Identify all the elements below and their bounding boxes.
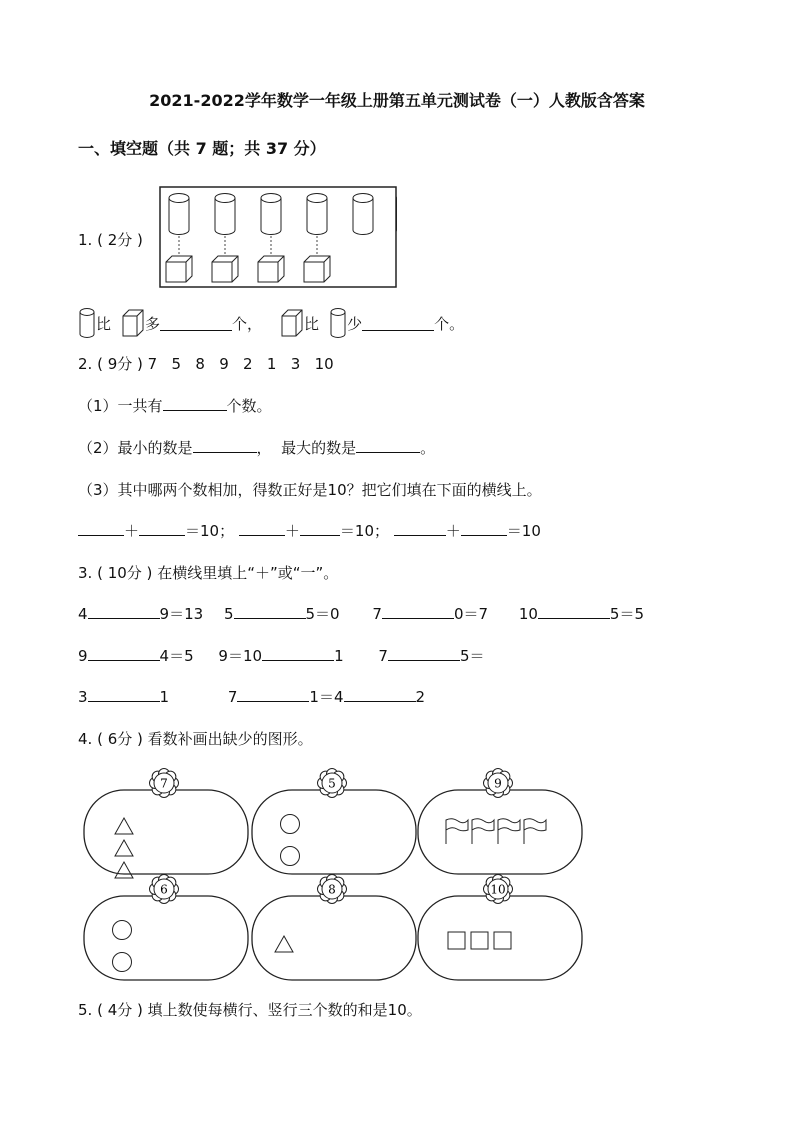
cube-icon — [258, 256, 284, 282]
q2-eq-result: ＝10； — [185, 522, 235, 540]
q3-num: 7 — [378, 647, 388, 665]
panel-number: 8 — [328, 882, 336, 897]
q2-sub1-text: （1）一共有 — [78, 397, 163, 415]
q3-num: 0＝7 — [453, 605, 489, 623]
shape-panel — [252, 769, 416, 875]
cube-icon — [166, 256, 192, 282]
q1-text-6: 个。 — [434, 314, 465, 333]
q2-sub2 — [78, 437, 435, 458]
q3-blank[interactable] — [237, 687, 309, 702]
q2-eq-op: ＋ — [445, 522, 461, 540]
panel-number: 7 — [160, 776, 168, 791]
q3-num: 9 — [78, 647, 88, 665]
page-title: 2021-2022学年数学一年级上册第五单元测试卷（一）人教版含答案 — [149, 91, 645, 110]
q3-num: 5 — [223, 605, 234, 623]
cylinder-icon — [353, 194, 373, 235]
q4-instruction: 看数补画出缺少的图形。 — [147, 730, 313, 748]
q1-figure — [159, 186, 397, 288]
shape-panel — [84, 769, 248, 879]
q2-eq-blank[interactable] — [394, 521, 446, 536]
q2-eq-op: ＋ — [284, 522, 300, 540]
cylinders-row — [169, 194, 397, 235]
q3-num: 7 — [227, 688, 238, 706]
cube-icon — [280, 308, 304, 338]
q2-eq-blank[interactable] — [78, 521, 124, 536]
shape-panel — [418, 875, 582, 981]
q1-compare-line — [78, 306, 464, 340]
q3-num: 10 — [518, 605, 538, 623]
cylinder-icon — [307, 194, 327, 235]
q2-sub2-text: （2）最小的数是 — [78, 439, 193, 457]
flower-badge — [484, 769, 513, 798]
q3-num: 9＝10 — [218, 647, 263, 665]
q3-num: 5＝ — [459, 647, 485, 665]
q1-answer-blank-2[interactable] — [362, 316, 434, 331]
q2-numbers: 7 5 8 9 2 1 3 10 — [147, 355, 334, 373]
q2-sub2-mid: ， 最大的数是 — [256, 439, 357, 457]
q3-row-3 — [78, 686, 425, 707]
q2-eq-result: ＝10； — [339, 522, 389, 540]
shape-panel — [252, 875, 416, 981]
cylinder-icon — [78, 307, 96, 339]
q3-num: 1 — [159, 688, 170, 706]
flower-badge — [150, 769, 179, 798]
cube-icon — [212, 256, 238, 282]
q3-row-1 — [78, 603, 644, 624]
q2-sub1 — [78, 395, 272, 416]
q3-blank[interactable] — [88, 687, 160, 702]
cylinder-icon — [215, 194, 235, 235]
q2-line — [78, 353, 334, 374]
q1-text-4: 比 — [304, 314, 320, 333]
q2-label: 2. ( 9分 ) — [78, 355, 143, 373]
q3-num: 5＝5 — [609, 605, 644, 623]
cylinder-icon — [169, 194, 189, 235]
q2-sub1-end: 个数。 — [226, 397, 272, 415]
q4-figure — [78, 762, 588, 982]
q2-eq-blank[interactable] — [300, 521, 340, 536]
q4-label: 4. ( 6分 ) — [78, 730, 143, 748]
q3-num: 2 — [415, 688, 426, 706]
panel-number: 6 — [160, 882, 168, 897]
q3-num: 4＝5 — [159, 647, 194, 665]
q2-eq-result: ＝10 — [506, 522, 541, 540]
q3-num: 5＝0 — [305, 605, 340, 623]
q1-text-5: 少 — [347, 314, 363, 333]
q3-blank[interactable] — [88, 646, 160, 661]
q1-label: 1. ( 2分 ) — [78, 231, 143, 249]
cylinder-icon — [329, 307, 347, 339]
q5-instruction: 填上数使每横行、竖行三个数的和是10。 — [147, 1001, 422, 1019]
q1-answer-blank-1[interactable] — [160, 316, 232, 331]
flower-badge — [484, 875, 513, 904]
panel-number: 5 — [328, 776, 336, 791]
q1-text-3: 个， — [232, 314, 263, 333]
q3-blank[interactable] — [234, 604, 306, 619]
q2-eq-blank[interactable] — [461, 521, 507, 536]
q5-label: 5. ( 4分 ) — [78, 1001, 143, 1019]
panel-number: 9 — [494, 776, 502, 791]
q3-num: 3 — [78, 688, 88, 706]
q4-line — [78, 728, 313, 749]
flower-badge — [150, 875, 179, 904]
cylinder-icon — [261, 194, 281, 235]
q3-label: 3. ( 10分 ) — [78, 564, 153, 582]
q2-blank-count[interactable] — [163, 396, 227, 411]
q2-eq-op: ＋ — [124, 522, 140, 540]
q3-blank[interactable] — [538, 604, 610, 619]
q2-blank-max[interactable] — [356, 438, 420, 453]
shape-panel — [84, 875, 248, 981]
q5-line — [78, 999, 422, 1020]
q1-text-1: 比 — [96, 314, 112, 333]
cubes-row — [166, 256, 330, 282]
q2-eq-blank[interactable] — [239, 521, 285, 536]
q3-blank[interactable] — [88, 604, 160, 619]
q3-blank[interactable] — [262, 646, 334, 661]
cube-icon — [304, 256, 330, 282]
q3-blank[interactable] — [388, 646, 460, 661]
q3-line — [78, 562, 338, 583]
shape-panel — [418, 769, 582, 875]
section-heading: 一、填空题（共 7 题；共 37 分） — [78, 139, 326, 158]
q3-row-2 — [78, 645, 484, 666]
panel-number: 10 — [490, 882, 506, 897]
q3-num: 4 — [78, 605, 88, 623]
q2-blank-min[interactable] — [193, 438, 257, 453]
q3-num: 1＝4 — [309, 688, 344, 706]
flower-badge — [318, 769, 347, 798]
q2-sub3: （3）其中哪两个数相加，得数正好是10？把它们填在下面的横线上。 — [78, 481, 542, 499]
q3-num: 9＝13 — [159, 605, 204, 623]
q2-equations — [78, 520, 541, 541]
q3-blank[interactable] — [344, 687, 416, 702]
q3-num: 1 — [334, 647, 344, 665]
flower-badge — [318, 875, 347, 904]
q3-num: 7 — [372, 605, 382, 623]
q2-eq-blank[interactable] — [139, 521, 185, 536]
q2-sub2-end: 。 — [420, 439, 436, 457]
cube-icon — [121, 308, 145, 338]
q1-text-2: 多 — [145, 314, 161, 333]
q3-blank[interactable] — [382, 604, 454, 619]
q3-instruction: 在横线里填上“＋”或“一”。 — [157, 564, 339, 582]
